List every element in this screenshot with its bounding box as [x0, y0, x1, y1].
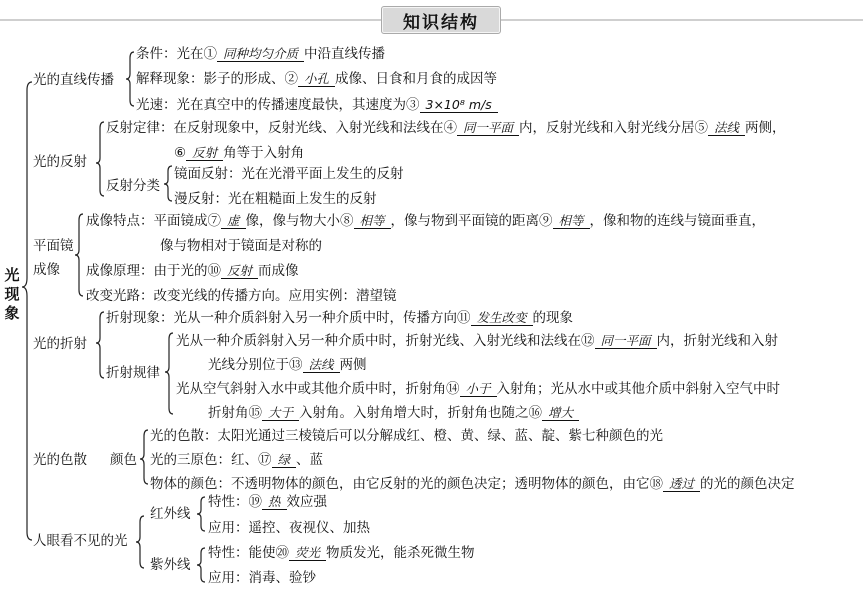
uv-brace: [197, 548, 205, 582]
s2-law-text-b: 内，反射光线和入射光线分居⑤: [519, 120, 709, 136]
s1-condition: [136, 46, 385, 62]
s1-cond-text: 条件：光在①: [136, 46, 217, 62]
s6-ir1-text: 特性：⑲: [208, 494, 262, 510]
s4-r1-text-b: 内，折射光线和入射: [656, 333, 779, 349]
s4-phen-text-b: 的现象: [532, 310, 574, 326]
answer-19: 热: [262, 494, 287, 510]
s2-law-text: ：在反射现象中，反射光线、入射光线和法线在④: [160, 120, 457, 136]
root-label: 光现象: [4, 266, 20, 322]
answer-16: 增大: [542, 405, 579, 421]
s1-explain: [136, 71, 497, 87]
s4-sub-brace: [165, 333, 173, 414]
s6-uv1-text-b: 物质发光，能杀死微生物: [326, 545, 475, 561]
s5-object-text-b: 的光的颜色决定: [700, 476, 795, 492]
answer-14: 小于: [460, 381, 497, 397]
answer-20: 荧光: [289, 545, 326, 561]
answer-9: 相等: [553, 213, 590, 229]
answer-12: 同一平面: [595, 333, 657, 349]
s6-ultraviolet: 紫外线: [150, 557, 191, 573]
s1-speed: [136, 97, 498, 113]
s2-law-text-c: 两侧，: [745, 120, 786, 136]
s2-brace: [96, 122, 104, 196]
s5-primary-text: 光的三原色：红、⑰: [150, 452, 272, 468]
s6-infrared: 红外线: [150, 506, 191, 522]
s3-feat-text-b: 像，像与物大小⑧: [245, 213, 354, 229]
s1-brace: [126, 52, 134, 106]
answer-10: 反射: [221, 263, 258, 279]
s6-ir-property: [208, 494, 327, 510]
s2-sub-brace: [164, 166, 172, 201]
s5-object-color: [150, 476, 795, 492]
s2-law-label: 反射定律: [106, 120, 160, 136]
s2-law-line2: [174, 145, 304, 161]
s4-r2-text-b: 两侧: [339, 357, 367, 373]
s1-cond-text-b: 中沿直线传播: [304, 46, 386, 62]
s3-principle-text: 成像原理：由于光的⑩: [86, 263, 221, 279]
s1-speed-text: 光速：光在真空中的传播速度最快，其速度为③: [136, 97, 420, 113]
s5-brace: [140, 430, 148, 484]
s4-phen-text: 折射现象：光从一种介质斜射入另一种介质中时，传播方向⑪: [106, 310, 471, 326]
answer-8: 相等: [354, 213, 391, 229]
s4-rule-2: [208, 357, 367, 373]
s4-r3-text-b: 入射角；光从水中或其他介质中斜射入空气中时: [496, 381, 781, 397]
s3-change: 改变光路：改变光线的传播方向。应用实例：潜望镜: [86, 288, 397, 304]
s3-feature: [86, 213, 765, 229]
s2-diffuse: 漫反射：光在粗糙面上发生的反射: [174, 191, 377, 207]
s4-brace: [96, 312, 104, 378]
s4-r4-text-b: 入射角。入射角增大时，折射角也随之⑯: [299, 405, 543, 421]
s2-class-label: 反射分类: [106, 178, 160, 194]
s3-principle: [86, 263, 299, 279]
s4-rule-label: 折射规律: [106, 365, 160, 381]
root-brace: [22, 82, 32, 540]
s2-law: [106, 120, 786, 136]
s6-ir1-text-b: 效应强: [286, 494, 328, 510]
answer-13: 法线: [303, 357, 340, 373]
s4-r3-text: 光从空气斜射入水中或其他介质中时，折射角⑭: [176, 381, 460, 397]
s5-dispersion: 光的色散：太阳光通过三棱镜后可以分解成红、橙、黄、绿、蓝、靛、紫七种颜色的光: [150, 428, 663, 444]
answer-1: 同种均匀介质: [217, 46, 304, 62]
s3-label-2: 成像: [33, 262, 60, 278]
s2-label: 光的反射: [33, 154, 87, 170]
s4-rule-1: [176, 333, 778, 349]
s1-explain-text: 解释现象：影子的形成、②: [136, 71, 298, 87]
s3-brace: [75, 214, 83, 296]
answer-7: 虚: [221, 213, 246, 229]
answer-3: 3×10⁸ m/s: [420, 97, 498, 113]
s4-rule-4: [208, 405, 579, 421]
s5-primary: [150, 452, 323, 468]
answer-15: 大于: [262, 405, 299, 421]
s4-r1-text: 光从一种介质斜射入另一种介质中时，折射光线、入射光线和法线在⑫: [176, 333, 595, 349]
s4-label: 光的折射: [33, 336, 87, 352]
s6-label: 人眼看不见的光: [33, 533, 128, 549]
s5-primary-text-b: 、蓝: [296, 452, 324, 468]
s3-label-1: 平面镜: [33, 238, 74, 254]
answer-4: 同一平面: [457, 120, 519, 136]
ir-brace: [197, 497, 205, 531]
s6-uv-application: 应用：消毒、验钞: [208, 570, 316, 586]
s5-label: 光的色散: [33, 452, 87, 468]
s6-uv1-text: 特性：能使⑳: [208, 545, 289, 561]
s5-object-text: 物体的颜色：不透明物体的颜色，由它反射的光的颜色决定；透明物体的颜色，由它⑱: [150, 476, 663, 492]
s1-explain-text-b: 成像、日食和月食的成因等: [335, 71, 498, 87]
answer-11: 发生改变: [471, 310, 533, 326]
s3-feature-line2: 像与物相对于镜面是对称的: [160, 238, 322, 254]
s4-r4-text: 折射角⑮: [208, 405, 262, 421]
s4-r2-text: 光线分别位于⑬: [208, 357, 303, 373]
s2-law2-num: ⑥: [174, 145, 187, 161]
answer-17: 绿: [272, 452, 297, 468]
answer-2: 小孔: [298, 71, 335, 87]
s3-feat-text: 成像特点：平面镜成⑦: [86, 213, 221, 229]
s6-uv-property: [208, 545, 475, 561]
s4-phenomenon: [106, 310, 573, 326]
s1-label: 光的直线传播: [33, 72, 114, 88]
s2-law2-text: 角等于入射角: [223, 145, 305, 161]
s3-principle-text-b: 而成像: [258, 263, 299, 279]
s2-specular: 镜面反射：光在光滑平面上发生的反射: [174, 166, 404, 182]
s5-sub-label: 颜色: [110, 452, 137, 468]
page-title: 知识结构: [381, 6, 501, 34]
s6-ir-application: 应用：遥控、夜视仪、加热: [208, 520, 370, 536]
s3-feat-text-d: ，像和物的连线与镜面垂直，: [589, 213, 766, 229]
answer-5: 法线: [708, 120, 745, 136]
s3-feat-text-c: ，像与物到平面镜的距离⑨: [390, 213, 553, 229]
answer-6: 反射: [186, 145, 223, 161]
s4-rule-3: [176, 381, 780, 397]
s6-brace: [136, 516, 144, 568]
answer-18: 透过: [663, 476, 700, 492]
